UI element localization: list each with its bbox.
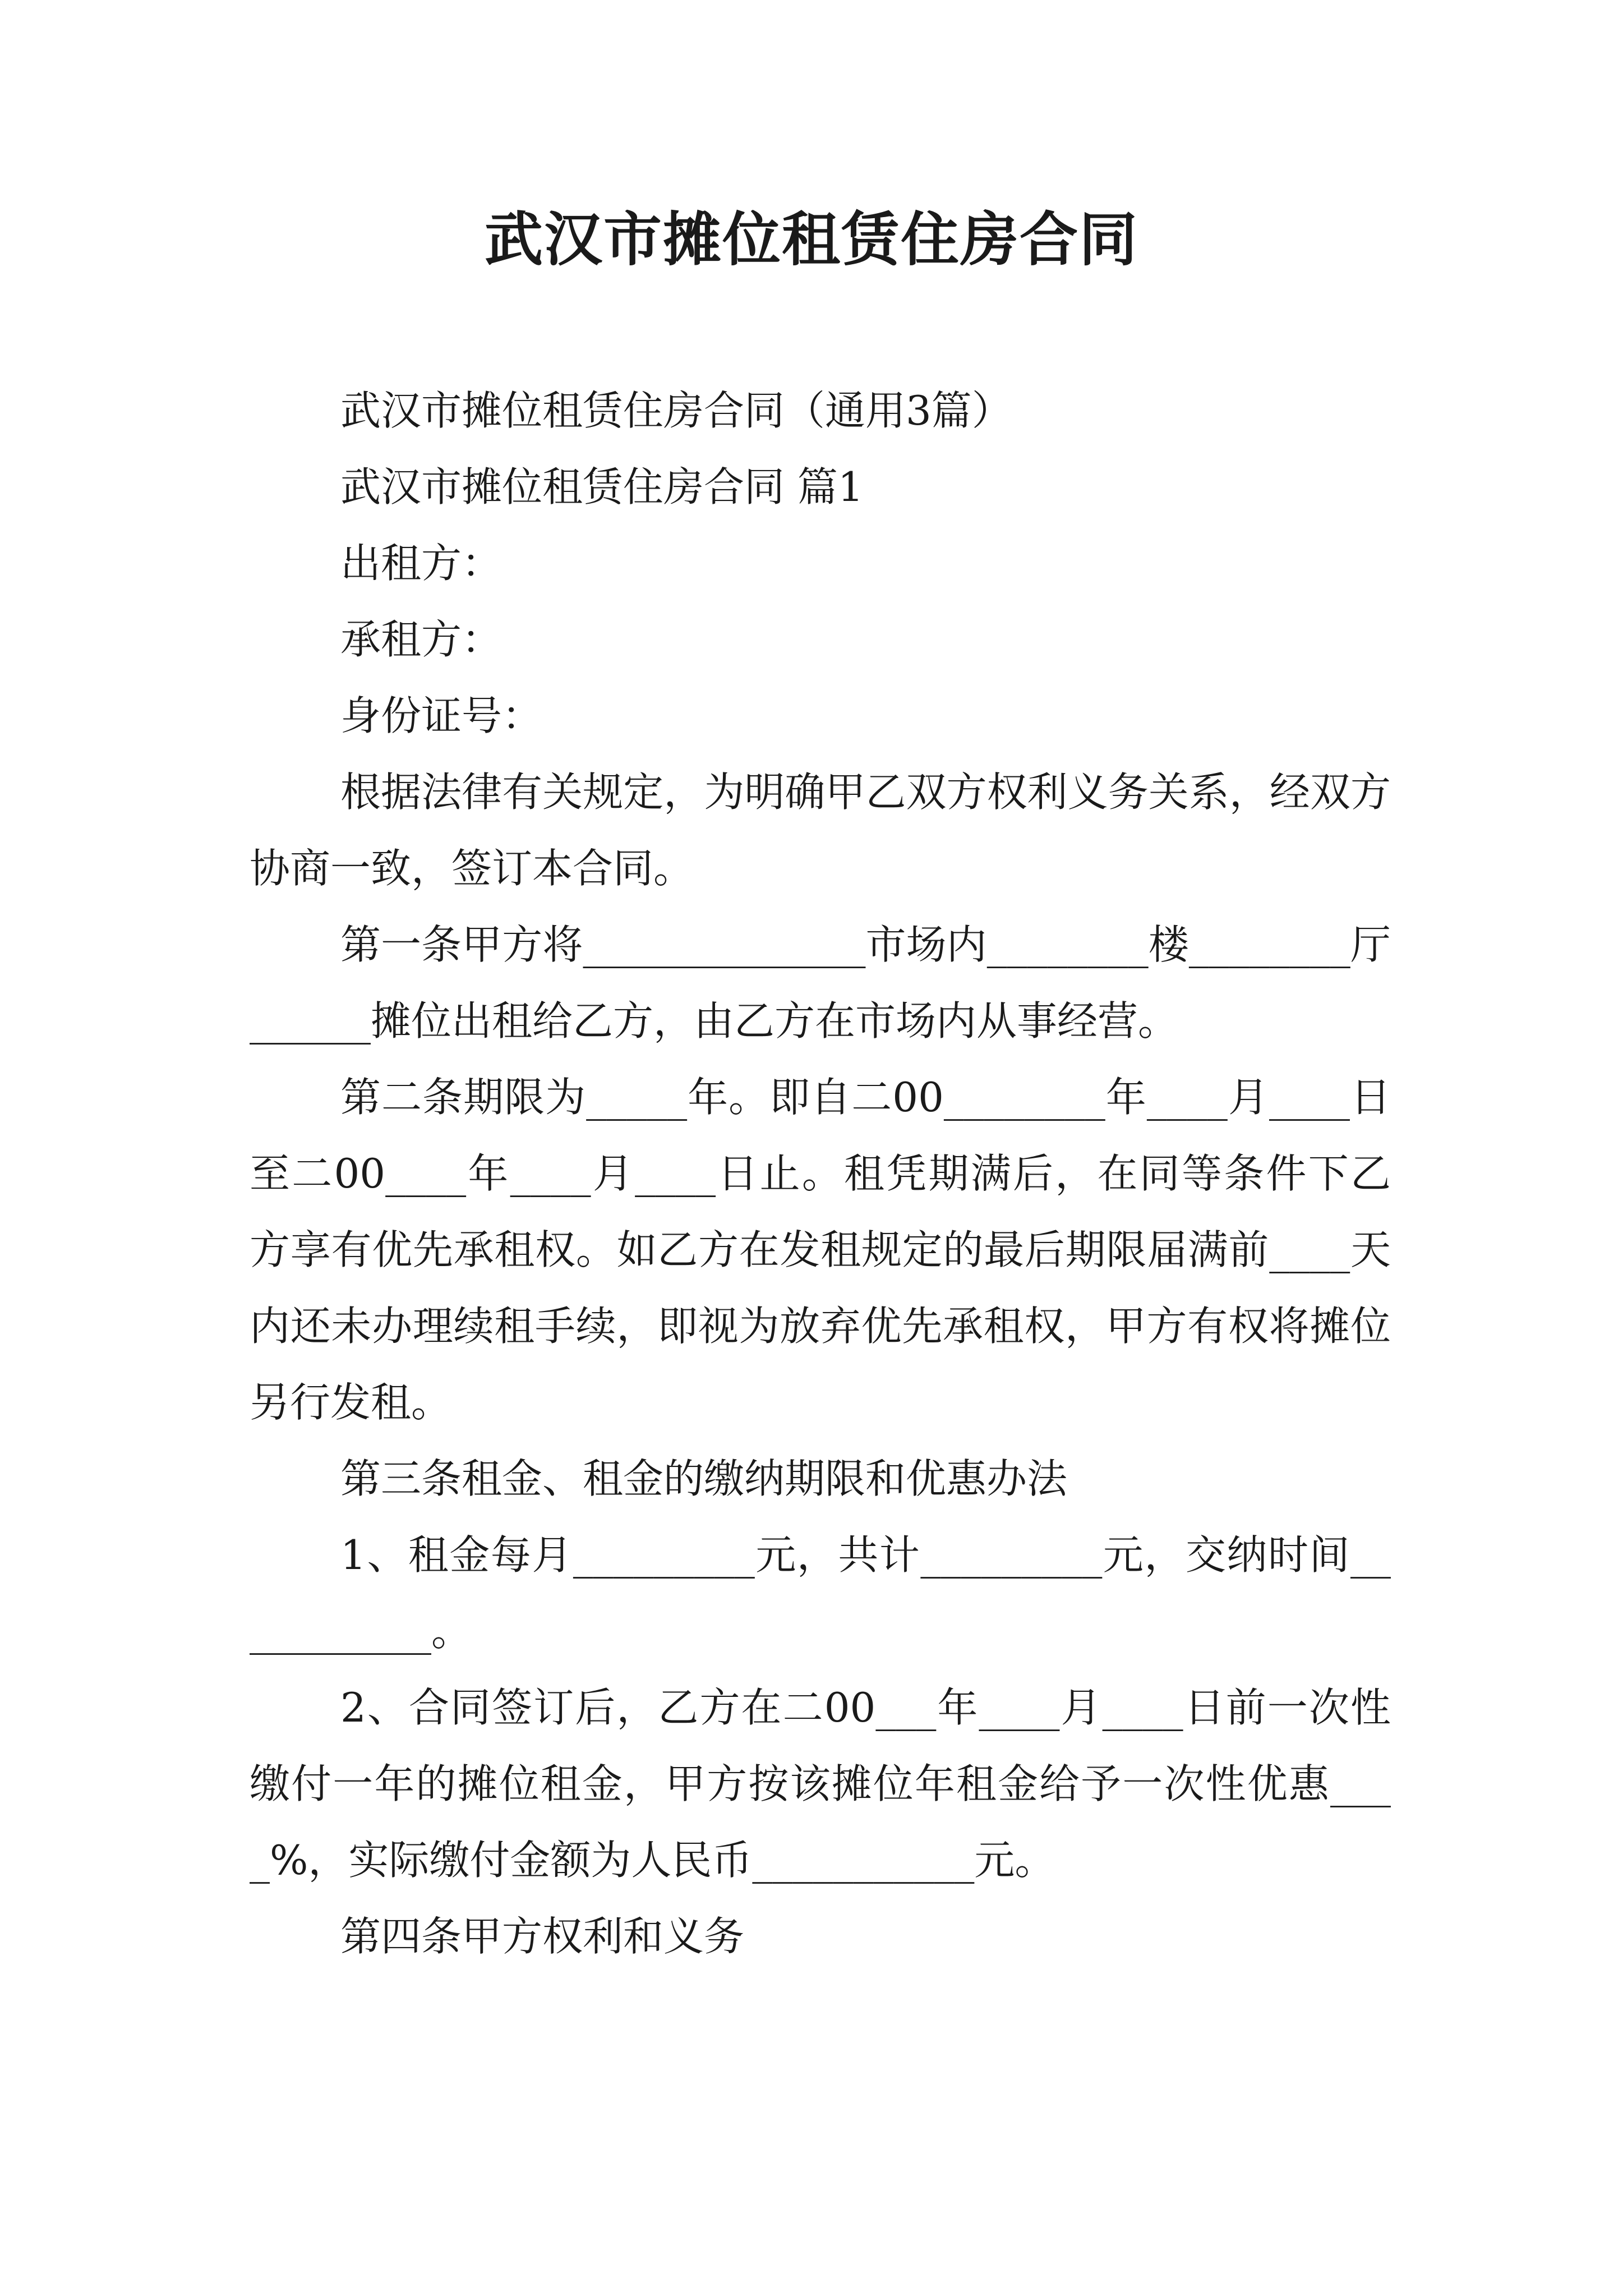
section-heading: 武汉市摊位租赁住房合同 篇1 xyxy=(340,463,864,510)
document-title: 武汉市摊位租赁住房合同 xyxy=(484,205,1138,274)
lessee-field: 承租方： xyxy=(340,616,502,663)
article-2-paragraph: 第二条期限为_____年。即自二00________年____月____日至二00____年____月____日止。租凭期满后，在同等条件下乙方享有优先承租权。如乙方在发租规定的最后期限届满前____天内还未办理续租手续，即视为放弃优先承租权，甲方有权将摊位另行发租。 xyxy=(250,1074,1391,1426)
article-3-heading: 第三条租金、租金的缴纳期限和优惠办法 xyxy=(340,1455,1068,1502)
document-body xyxy=(250,372,1391,1975)
preamble-paragraph: 根据法律有关规定，为明确甲乙双方权利义务关系，经双方协商一致，签订本合同。 xyxy=(250,769,1391,892)
lessor-field: 出租方： xyxy=(340,540,502,587)
article-1-paragraph: 第一条甲方将______________市场内________楼________厅______摊位出租给乙方，由乙方在市场内从事经营。 xyxy=(250,921,1391,1045)
article-3-item-1: 1、租金每月_________元，共计_________元，交纳时间___________。 xyxy=(250,1531,1391,1655)
article-3-item-2: 2、合同签订后，乙方在二00___年____月____日前一次性缴付一年的摊位租金，甲方按该摊位年租金给予一次性优惠____%，实际缴付金额为人民币___________元。 xyxy=(250,1684,1391,1884)
id-number-field: 身份证号： xyxy=(340,692,543,739)
article-4-heading: 第四条甲方权利和义务 xyxy=(340,1913,745,1960)
subtitle: 武汉市摊位租赁住房合同（通用3篇） xyxy=(340,387,1012,434)
